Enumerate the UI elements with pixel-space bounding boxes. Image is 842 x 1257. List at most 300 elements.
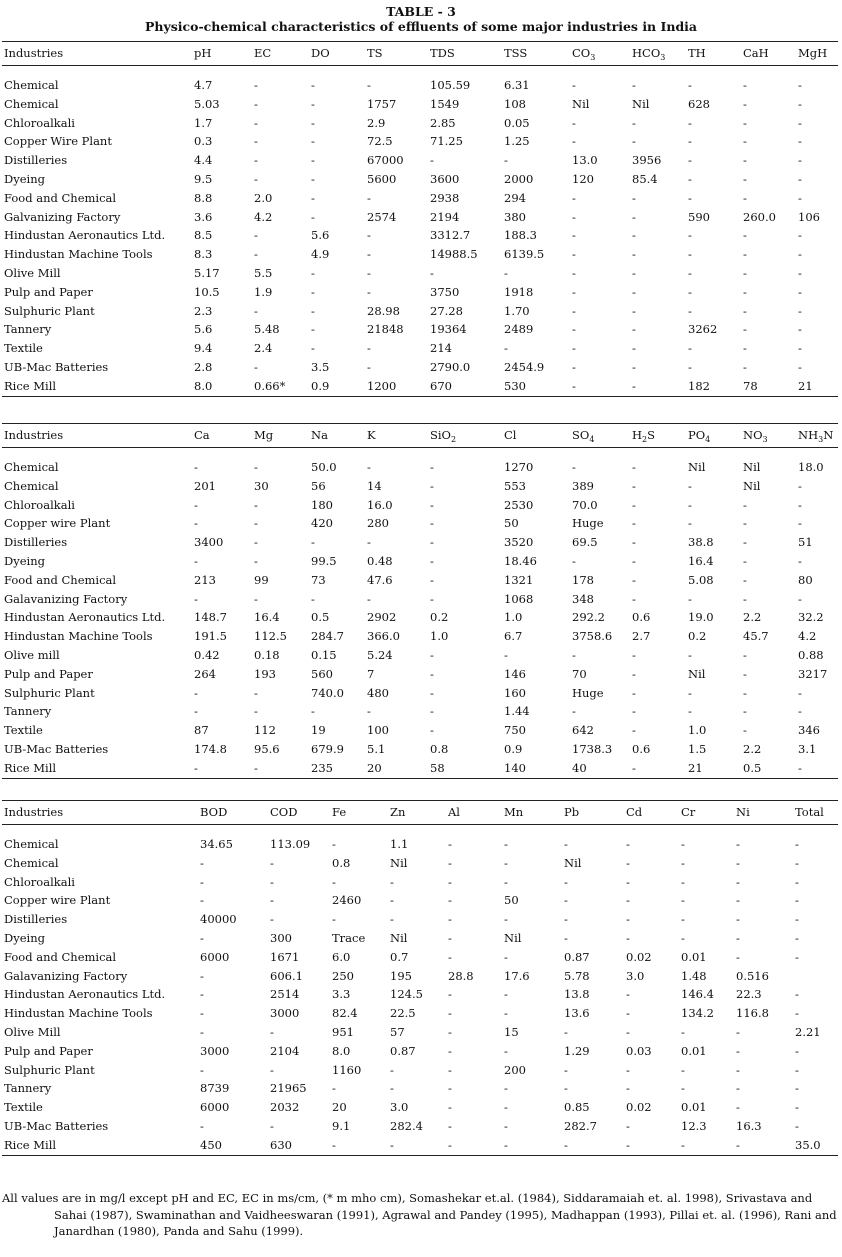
value-cell: 3.0 <box>626 968 645 983</box>
value-cell: - <box>254 153 258 168</box>
value-cell: - <box>736 1100 740 1115</box>
value-cell: 0.2 <box>688 629 707 644</box>
value-cell: - <box>332 837 336 851</box>
value-cell: 5.78 <box>564 968 590 983</box>
value-cell: - <box>688 78 692 92</box>
value-cell: 16.4 <box>254 610 280 625</box>
value-cell: - <box>688 115 692 130</box>
value-cell: 73 <box>311 572 326 587</box>
value-cell: 180 <box>311 497 333 512</box>
value-cell: - <box>798 685 802 700</box>
value-cell: - <box>572 460 576 474</box>
value-cell: - <box>270 1118 274 1133</box>
value-cell: 10.5 <box>194 284 220 299</box>
table-row <box>2 76 838 95</box>
value-cell: 0.8 <box>430 741 449 756</box>
industry-name-cell: Hindustan Machine Tools <box>4 247 153 262</box>
value-cell: - <box>430 535 434 550</box>
industry-name-cell: Textile <box>4 723 43 738</box>
value-cell: Trace <box>332 930 366 945</box>
value-cell: - <box>367 228 371 243</box>
value-cell: - <box>311 171 315 186</box>
value-cell: 1671 <box>270 949 300 964</box>
table-row <box>2 302 838 321</box>
value-cell: - <box>194 553 198 568</box>
value-cell: 51 <box>798 535 813 550</box>
value-cell: 1.5 <box>688 741 707 756</box>
table-row <box>2 1004 838 1023</box>
value-cell: - <box>448 912 452 927</box>
value-cell: - <box>632 591 636 606</box>
value-cell: - <box>736 893 740 908</box>
value-cell: 99 <box>254 572 269 587</box>
value-cell: 9.5 <box>194 171 213 186</box>
value-cell: - <box>798 153 802 168</box>
value-cell: 3.5 <box>311 359 330 374</box>
value-cell: 40 <box>570 759 630 778</box>
value-cell: 2.4 <box>254 341 273 356</box>
value-cell: 1918 <box>504 284 534 299</box>
table-row <box>2 358 838 377</box>
table-row <box>2 151 838 170</box>
value-cell: - <box>798 553 802 568</box>
value-cell: - <box>681 1062 685 1077</box>
value-cell: - <box>367 190 371 205</box>
value-cell: - <box>688 265 692 280</box>
value-cell: 0.66* <box>252 377 309 396</box>
value-cell: - <box>743 341 747 356</box>
value-cell: - <box>367 704 371 719</box>
value-cell: - <box>632 265 636 280</box>
column-header: Industries <box>2 42 192 66</box>
value-cell: 5.48 <box>254 322 280 337</box>
value-cell: - <box>430 685 434 700</box>
column-header: TSS <box>502 42 570 66</box>
value-cell: 12.3 <box>681 1118 707 1133</box>
value-cell: 235 <box>309 759 365 778</box>
value-cell: - <box>572 284 576 299</box>
value-cell: 146.4 <box>681 987 714 1002</box>
value-cell: Nil <box>632 96 650 111</box>
value-cell: 0.7 <box>390 949 409 964</box>
value-cell: 282.4 <box>390 1118 423 1133</box>
value-cell: - <box>736 1024 740 1039</box>
table-row <box>2 740 838 759</box>
value-cell: 188.3 <box>504 228 537 243</box>
value-cell: - <box>630 377 686 396</box>
value-cell: - <box>194 497 198 512</box>
value-cell: 13.0 <box>572 153 598 168</box>
value-cell: 4.7 <box>194 78 213 92</box>
column-header: EC <box>252 42 309 66</box>
value-cell: - <box>572 341 576 356</box>
industry-name-cell: Chemical <box>4 478 59 493</box>
value-cell: 1549 <box>430 96 460 111</box>
value-cell: - <box>743 535 747 550</box>
table-row <box>2 1061 838 1080</box>
table-row <box>2 132 838 151</box>
value-cell: - <box>743 228 747 243</box>
column-header: Fe <box>330 801 388 825</box>
value-cell: - <box>632 209 636 224</box>
value-cell: - <box>632 303 636 318</box>
table-body <box>2 835 838 1155</box>
value-cell: - <box>254 460 258 474</box>
industry-name-cell: Food and Chemical <box>4 190 117 205</box>
value-cell: - <box>798 478 802 493</box>
value-cell: - <box>367 341 371 356</box>
column-header: Ca <box>192 424 252 448</box>
value-cell: - <box>430 666 434 681</box>
value-cell: - <box>504 912 508 927</box>
table-row <box>2 496 838 515</box>
value-cell: - <box>626 893 630 908</box>
value-cell: 2454.9 <box>504 359 545 374</box>
value-cell: - <box>252 759 309 778</box>
industry-name-cell: Copper wire Plant <box>4 516 111 531</box>
value-cell: 0.85 <box>564 1100 590 1115</box>
industry-name-cell: Pulp and Paper <box>4 1043 93 1058</box>
value-cell: 7 <box>367 666 375 681</box>
value-cell: - <box>448 1024 452 1039</box>
value-cell: 740.0 <box>311 685 344 700</box>
value-cell: - <box>795 949 799 964</box>
value-cell: - <box>798 284 802 299</box>
value-cell: 80 <box>798 572 813 587</box>
value-cell: 112 <box>254 723 276 738</box>
value-cell: 6000 <box>200 949 230 964</box>
value-cell: Nil <box>504 930 522 945</box>
value-cell: - <box>743 685 747 700</box>
industry-name-cell: UB-Mac Batteries <box>4 741 109 756</box>
value-cell: 0.02 <box>626 1100 652 1115</box>
value-cell: 112.5 <box>254 629 287 644</box>
value-cell: 0.3 <box>194 134 213 149</box>
value-cell: 1.29 <box>564 1043 590 1058</box>
value-cell: 100 <box>367 723 389 738</box>
value-cell: - <box>254 685 258 700</box>
value-cell: - <box>795 1100 799 1115</box>
value-cell: - <box>798 265 802 280</box>
industry-name-cell: Food and Chemical <box>4 572 117 587</box>
value-cell: 22.3 <box>736 987 762 1002</box>
value-cell: 2460 <box>332 893 362 908</box>
value-cell: 3000 <box>200 1043 230 1058</box>
value-cell: - <box>743 303 747 318</box>
industry-name-cell: Chloroalkali <box>4 497 75 512</box>
value-cell: 2000 <box>504 171 534 186</box>
value-cell: 389 <box>572 478 594 493</box>
value-cell: 14988.5 <box>430 247 478 262</box>
value-cell: 16.0 <box>367 497 393 512</box>
value-cell: - <box>681 912 685 927</box>
value-cell: 5.08 <box>688 572 714 587</box>
value-cell: 178 <box>572 572 594 587</box>
value-cell: 300 <box>270 930 292 945</box>
value-cell: - <box>311 190 315 205</box>
value-cell: - <box>743 723 747 738</box>
value-cell: 0.01 <box>681 1043 707 1058</box>
value-cell: Nil <box>688 460 706 474</box>
value-cell: 160 <box>504 685 526 700</box>
value-cell: - <box>688 284 692 299</box>
value-cell: - <box>743 591 747 606</box>
value-cell: - <box>798 247 802 262</box>
value-cell: 50 <box>504 516 519 531</box>
value-cell: - <box>736 837 740 851</box>
value-cell: 8.3 <box>194 247 213 262</box>
value-cell: 9.1 <box>332 1118 351 1133</box>
value-cell: 284.7 <box>311 629 344 644</box>
value-cell: 120 <box>572 171 594 186</box>
column-header: TDS <box>428 42 502 66</box>
value-cell: - <box>688 704 692 719</box>
value-cell: 32.2 <box>798 610 824 625</box>
value-cell: - <box>254 591 258 606</box>
value-cell: - <box>504 153 508 168</box>
value-cell: - <box>564 893 568 908</box>
value-cell: - <box>736 912 740 927</box>
table-title: Physico-chemical characteristics of effluents of some major industries in India <box>144 19 698 34</box>
value-cell: - <box>572 228 576 243</box>
value-cell: - <box>504 949 508 964</box>
value-cell: - <box>194 591 198 606</box>
value-cell: - <box>448 893 452 908</box>
value-cell: - <box>743 190 747 205</box>
value-cell: 0.8 <box>332 855 351 870</box>
value-cell: - <box>254 96 258 111</box>
value-cell: 4.4 <box>194 153 213 168</box>
value-cell: - <box>254 228 258 243</box>
value-cell: 148.7 <box>194 610 227 625</box>
value-cell: - <box>311 115 315 130</box>
value-cell: - <box>572 134 576 149</box>
value-cell: 530 <box>502 377 570 396</box>
value-cell: - <box>200 1118 204 1133</box>
industry-name-cell: Textile <box>4 1100 43 1115</box>
value-cell: - <box>311 134 315 149</box>
value-cell: - <box>564 1024 568 1039</box>
value-cell: 4.2 <box>254 209 273 224</box>
column-header: $NO_3$ <box>741 424 796 448</box>
industry-name-cell: Pulp and Paper <box>4 666 93 681</box>
value-cell: - <box>504 987 508 1002</box>
table-row <box>2 665 838 684</box>
value-cell: - <box>332 1081 336 1096</box>
value-cell: 3.6 <box>194 209 213 224</box>
value-cell: - <box>795 855 799 870</box>
value-cell: - <box>504 1081 508 1096</box>
value-cell: 1757 <box>367 96 397 111</box>
value-cell: - <box>736 930 740 945</box>
value-cell: 5.1 <box>367 741 386 756</box>
value-cell: 140 <box>502 759 570 778</box>
value-cell: - <box>743 497 747 512</box>
table-row <box>2 1136 838 1155</box>
value-cell: 0.516 <box>736 968 769 983</box>
value-cell: 21848 <box>367 322 404 337</box>
value-cell: - <box>332 912 336 927</box>
value-cell: - <box>572 190 576 205</box>
value-cell: - <box>626 874 630 889</box>
column-header: CaH <box>741 42 796 66</box>
value-cell: - <box>632 228 636 243</box>
value-cell: - <box>194 685 198 700</box>
value-cell: - <box>743 265 747 280</box>
value-cell: 5600 <box>367 171 397 186</box>
value-cell: - <box>311 535 315 550</box>
value-cell: - <box>200 930 204 945</box>
value-cell: - <box>795 874 799 889</box>
value-cell: - <box>743 134 747 149</box>
column-header: Industries <box>2 801 198 825</box>
value-cell: - <box>681 893 685 908</box>
value-cell: - <box>311 591 315 606</box>
value-cell: - <box>688 591 692 606</box>
value-cell: 0.6 <box>632 741 651 756</box>
value-cell: - <box>632 284 636 299</box>
value-cell: 1.7 <box>194 115 213 130</box>
value-cell: - <box>681 930 685 945</box>
value-cell: 1.44 <box>504 704 530 719</box>
value-cell: - <box>254 247 258 262</box>
value-cell: 292.2 <box>572 610 605 625</box>
value-cell: 0.87 <box>564 949 590 964</box>
value-cell: - <box>795 1006 799 1021</box>
value-cell: - <box>254 171 258 186</box>
value-cell: - <box>688 341 692 356</box>
value-cell: - <box>688 247 692 262</box>
value-cell: - <box>743 115 747 130</box>
value-cell: 679.9 <box>311 741 344 756</box>
value-cell: - <box>446 1136 502 1155</box>
table-part-1 <box>2 41 838 397</box>
value-cell: 3.3 <box>332 987 351 1002</box>
value-cell: - <box>743 153 747 168</box>
value-cell: 553 <box>504 478 526 493</box>
table-row <box>2 590 838 609</box>
value-cell: 16.4 <box>688 553 714 568</box>
value-cell: 87 <box>194 723 209 738</box>
value-cell: - <box>448 1081 452 1096</box>
value-cell: - <box>200 987 204 1002</box>
value-cell: - <box>254 303 258 318</box>
value-cell: Nil <box>572 96 590 111</box>
column-header: Cr <box>679 801 734 825</box>
column-header: K <box>365 424 428 448</box>
value-cell: - <box>270 893 274 908</box>
value-cell: - <box>367 460 371 474</box>
table-row <box>2 283 838 302</box>
value-cell: Nil <box>390 855 408 870</box>
value-cell: 2.8 <box>194 359 213 374</box>
value-cell: - <box>270 912 274 927</box>
value-cell: - <box>632 478 636 493</box>
industry-name-cell: Galavanizing Factory <box>4 968 128 983</box>
column-header: Al <box>446 801 502 825</box>
value-cell: - <box>390 874 394 889</box>
value-cell: 40000 <box>200 912 237 927</box>
value-cell: - <box>626 837 630 851</box>
value-cell: - <box>570 377 630 396</box>
value-cell: 260.0 <box>743 209 776 224</box>
value-cell: 1.0 <box>688 723 707 738</box>
value-cell: - <box>798 322 802 337</box>
value-cell: 38.8 <box>688 535 714 550</box>
industry-name-cell: Dyeing <box>4 171 45 186</box>
value-cell: 21965 <box>270 1081 307 1096</box>
value-cell: - <box>430 704 434 719</box>
value-cell: - <box>270 874 274 889</box>
value-cell: 2574 <box>367 209 397 224</box>
value-cell: - <box>254 78 258 92</box>
value-cell: 3312.7 <box>430 228 471 243</box>
table-row <box>2 264 838 283</box>
value-cell: - <box>430 265 434 280</box>
value-cell: - <box>504 1100 508 1115</box>
table-row <box>2 95 838 114</box>
value-cell: - <box>632 247 636 262</box>
value-cell: 146 <box>504 666 526 681</box>
industry-name-cell: Hindustan Aeronautics Ltd. <box>4 610 166 625</box>
industry-name-cell: Galavanizing Factory <box>4 591 128 606</box>
value-cell: - <box>688 685 692 700</box>
column-header: Total <box>793 801 838 825</box>
value-cell: - <box>254 553 258 568</box>
value-cell: - <box>504 265 508 280</box>
table-body <box>2 76 838 396</box>
value-cell: 264 <box>194 666 216 681</box>
value-cell: - <box>798 134 802 149</box>
value-cell: 1.25 <box>504 134 530 149</box>
column-header: MgH <box>796 42 838 66</box>
value-cell: 3.1 <box>798 741 817 756</box>
table-row <box>2 1098 838 1117</box>
value-cell: - <box>388 1136 446 1155</box>
value-cell: - <box>632 572 636 587</box>
industry-name-cell: Tannery <box>4 322 52 337</box>
value-cell: - <box>632 322 636 337</box>
value-cell: - <box>390 1062 394 1077</box>
value-cell: 0.05 <box>504 115 530 130</box>
value-cell: 5.17 <box>194 265 220 280</box>
value-cell: 5.24 <box>367 647 393 662</box>
value-cell: 0.87 <box>390 1043 416 1058</box>
value-cell: 2902 <box>367 610 397 625</box>
table-row <box>2 320 838 339</box>
industry-name-cell: Sulphuric Plant <box>4 303 95 318</box>
value-cell: - <box>448 949 452 964</box>
value-cell: - <box>795 930 799 945</box>
value-cell: - <box>448 1118 452 1133</box>
value-cell: 45.7 <box>743 629 769 644</box>
value-cell: 71.25 <box>430 134 463 149</box>
value-cell: - <box>630 759 686 778</box>
value-cell: - <box>795 1043 799 1058</box>
value-cell: 6.0 <box>332 949 351 964</box>
value-cell: - <box>200 968 204 983</box>
value-cell: 0.18 <box>254 647 280 662</box>
value-cell: 214 <box>430 341 452 356</box>
value-cell: - <box>254 497 258 512</box>
value-cell: 0.6 <box>632 610 651 625</box>
value-cell: - <box>688 228 692 243</box>
value-cell: 0.01 <box>681 1100 707 1115</box>
value-cell: 642 <box>572 723 594 738</box>
table-row <box>2 646 838 665</box>
value-cell: 3400 <box>194 535 224 550</box>
value-cell: - <box>430 723 434 738</box>
